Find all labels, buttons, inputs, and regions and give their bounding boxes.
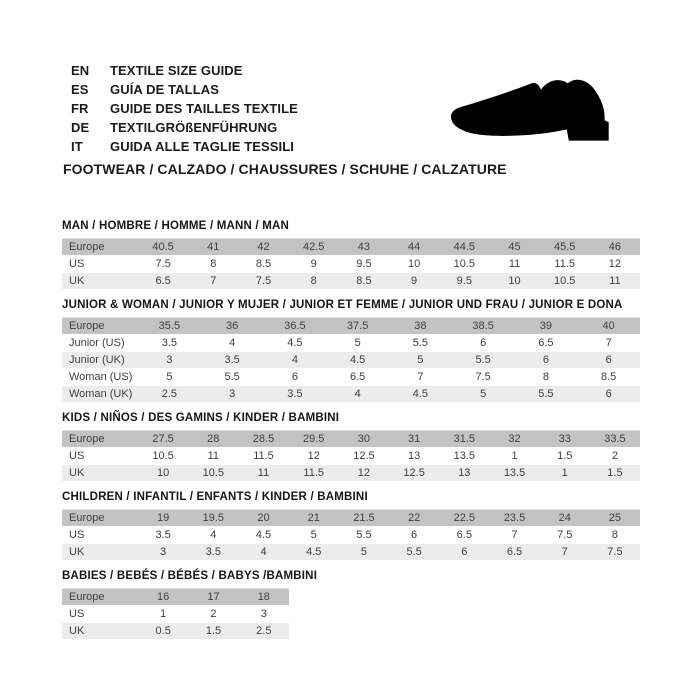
table-row bbox=[62, 318, 640, 335]
size-value-cell: 25 bbox=[608, 511, 622, 524]
size-value-cell: 46 bbox=[608, 240, 622, 253]
size-value-cell: 3.5 bbox=[155, 528, 171, 541]
size-value-cell: 24 bbox=[558, 511, 571, 524]
size-table-section bbox=[62, 490, 640, 561]
size-value-cell: 6.5 bbox=[456, 528, 472, 541]
size-value-cell: 4.5 bbox=[306, 545, 322, 558]
size-value-cell: 44 bbox=[407, 240, 421, 253]
size-value-cell: 10.5 bbox=[202, 466, 225, 479]
row-label: UK bbox=[69, 274, 85, 287]
size-value-cell: 9.5 bbox=[356, 257, 372, 270]
row-label: Europe bbox=[69, 590, 105, 603]
size-table bbox=[62, 238, 640, 290]
size-value-cell: 3.5 bbox=[161, 336, 178, 349]
size-value-cell: 21 bbox=[307, 511, 320, 524]
size-value-cell: 5 bbox=[354, 336, 361, 349]
size-value-cell: 31 bbox=[407, 432, 421, 445]
language-code: EN bbox=[71, 63, 90, 78]
size-value-cell: 12 bbox=[307, 449, 320, 462]
size-value-cell: 12.5 bbox=[353, 449, 375, 462]
size-value-cell: 7.5 bbox=[475, 370, 491, 383]
language-code: IT bbox=[71, 139, 83, 154]
size-value-cell: 0.5 bbox=[155, 624, 171, 637]
size-value-cell: 31.5 bbox=[453, 432, 476, 445]
table-row bbox=[62, 239, 640, 256]
size-value-cell: 3.5 bbox=[224, 353, 240, 366]
size-value-cell: 6.5 bbox=[349, 370, 366, 383]
size-value-cell: 10.5 bbox=[453, 257, 476, 270]
category-title: FOOTWEAR / CALZADO / CHAUSSURES / SCHUHE / CALZATURE bbox=[63, 161, 507, 177]
language-label: TEXTILGRÖßENFÜHRUNG bbox=[110, 120, 278, 135]
size-value-cell: 8.5 bbox=[356, 274, 372, 287]
size-value-cell: 18 bbox=[257, 590, 270, 603]
size-value-cell: 40.5 bbox=[152, 240, 174, 253]
size-value-cell: 35.5 bbox=[158, 319, 181, 332]
size-value-cell: 4 bbox=[354, 387, 361, 400]
row-label: Woman (US) bbox=[69, 370, 133, 383]
size-value-cell: 33.5 bbox=[604, 432, 626, 445]
size-value-cell: 6 bbox=[605, 353, 612, 366]
size-value-cell: 11 bbox=[257, 466, 270, 479]
row-label: Europe bbox=[69, 319, 105, 332]
size-value-cell: 8 bbox=[542, 370, 549, 383]
language-row bbox=[71, 118, 298, 137]
size-value-cell: 30 bbox=[357, 432, 371, 445]
size-value-cell: 4 bbox=[291, 353, 298, 366]
size-value-cell: 4 bbox=[210, 528, 217, 541]
size-value-cell: 21.5 bbox=[353, 511, 375, 524]
size-value-cell: 1 bbox=[160, 607, 167, 620]
row-label: US bbox=[69, 449, 85, 462]
size-value-cell: 2 bbox=[210, 607, 217, 620]
size-table bbox=[62, 430, 640, 482]
size-value-cell: 36.5 bbox=[284, 319, 306, 332]
size-table bbox=[62, 509, 640, 561]
size-value-cell: 28 bbox=[207, 432, 220, 445]
size-table-title: KIDS / NIÑOS / DES GAMINS / KINDER / BAMBINI bbox=[62, 412, 340, 424]
language-row bbox=[71, 61, 298, 80]
size-value-cell: 33 bbox=[558, 432, 571, 445]
size-value-cell: 4 bbox=[260, 545, 267, 558]
size-value-cell: 45 bbox=[508, 240, 521, 253]
size-value-cell: 10 bbox=[508, 274, 521, 287]
size-value-cell: 3 bbox=[260, 607, 267, 620]
size-table-section bbox=[62, 298, 640, 403]
size-table-title: BABIES / BEBÉS / BÉBÉS / BABYS /BAMBINI bbox=[62, 570, 318, 582]
table-row bbox=[62, 606, 289, 623]
size-value-cell: 5.5 bbox=[475, 353, 491, 366]
row-label: US bbox=[69, 257, 85, 270]
size-value-cell: 10 bbox=[156, 466, 170, 479]
size-value-cell: 11.5 bbox=[554, 257, 576, 270]
size-value-cell: 20 bbox=[257, 511, 270, 524]
language-label: GUIDE DES TAILLES TEXTILE bbox=[110, 101, 298, 116]
size-value-cell: 13 bbox=[458, 466, 471, 479]
size-value-cell: 8.5 bbox=[600, 370, 617, 383]
language-label: TEXTILE SIZE GUIDE bbox=[110, 63, 243, 78]
language-code: FR bbox=[71, 101, 89, 116]
language-row bbox=[71, 80, 298, 99]
table-row bbox=[62, 431, 640, 448]
size-value-cell: 5 bbox=[360, 545, 367, 558]
size-value-cell: 5.5 bbox=[356, 528, 372, 541]
size-value-cell: 32 bbox=[508, 432, 521, 445]
language-header bbox=[71, 61, 298, 156]
size-value-cell: 6.5 bbox=[155, 274, 171, 287]
size-value-cell: 13 bbox=[407, 449, 421, 462]
row-label: Junior (UK) bbox=[69, 353, 125, 366]
language-code: DE bbox=[71, 120, 90, 135]
size-table-title: CHILDREN / INFANTIL / ENFANTS / KINDER / BAMBINI bbox=[62, 491, 368, 503]
size-table bbox=[62, 317, 640, 403]
size-value-cell: 6 bbox=[291, 370, 298, 383]
size-value-cell: 19.5 bbox=[202, 511, 225, 524]
size-value-cell: 17 bbox=[207, 590, 220, 603]
size-value-cell: 9 bbox=[411, 274, 418, 287]
row-label: UK bbox=[69, 466, 85, 479]
size-value-cell: 2.5 bbox=[256, 624, 272, 637]
table-row bbox=[62, 256, 640, 273]
size-value-cell: 6.5 bbox=[506, 545, 523, 558]
size-value-cell: 2.5 bbox=[161, 387, 178, 400]
size-value-cell: 1.5 bbox=[205, 624, 222, 637]
table-row bbox=[62, 510, 640, 527]
size-table-section bbox=[62, 219, 640, 290]
row-label: US bbox=[69, 607, 85, 620]
size-value-cell: 5.5 bbox=[224, 370, 240, 383]
size-value-cell: 9.5 bbox=[456, 274, 472, 287]
size-value-cell: 8 bbox=[310, 274, 317, 287]
size-value-cell: 7 bbox=[210, 274, 217, 287]
size-value-cell: 39 bbox=[539, 319, 552, 332]
size-value-cell: 4.5 bbox=[412, 387, 429, 400]
size-value-cell: 22 bbox=[407, 511, 421, 524]
size-value-cell: 7 bbox=[561, 545, 568, 558]
size-value-cell: 5.5 bbox=[406, 545, 422, 558]
size-value-cell: 1.5 bbox=[557, 449, 573, 462]
size-value-cell: 36 bbox=[226, 319, 239, 332]
size-value-cell: 5 bbox=[310, 528, 317, 541]
size-value-cell: 3 bbox=[229, 387, 236, 400]
size-value-cell: 4 bbox=[229, 336, 236, 349]
size-value-cell: 11 bbox=[508, 257, 521, 270]
table-row bbox=[62, 465, 640, 482]
language-row bbox=[71, 99, 298, 118]
language-label: GUÍA DE TALLAS bbox=[110, 82, 220, 97]
size-value-cell: 40 bbox=[602, 319, 615, 332]
shoe-silhouette-path bbox=[451, 80, 609, 141]
size-value-cell: 43 bbox=[357, 240, 371, 253]
row-label: US bbox=[69, 528, 85, 541]
table-row bbox=[62, 527, 640, 544]
size-value-cell: 11 bbox=[207, 449, 220, 462]
size-value-cell: 6 bbox=[480, 336, 487, 349]
size-value-cell: 11.5 bbox=[253, 449, 274, 462]
size-value-cell: 1.5 bbox=[607, 466, 623, 479]
table-row bbox=[62, 369, 640, 386]
row-label: Europe bbox=[69, 240, 105, 253]
table-row bbox=[62, 623, 289, 640]
size-value-cell: 38.5 bbox=[472, 319, 494, 332]
size-value-cell: 8 bbox=[210, 257, 217, 270]
size-value-cell: 5 bbox=[417, 353, 424, 366]
size-value-cell: 12.5 bbox=[403, 466, 425, 479]
size-value-cell: 13.5 bbox=[453, 449, 476, 462]
row-label: Europe bbox=[69, 511, 105, 524]
row-label: Europe bbox=[69, 432, 105, 445]
language-row bbox=[71, 137, 298, 156]
row-label: Woman (UK) bbox=[69, 387, 133, 400]
size-value-cell: 12 bbox=[357, 466, 371, 479]
size-value-cell: 7 bbox=[417, 370, 424, 383]
row-label: UK bbox=[69, 545, 85, 558]
size-value-cell: 7 bbox=[605, 336, 612, 349]
size-value-cell: 42 bbox=[257, 240, 270, 253]
size-value-cell: 5 bbox=[166, 370, 173, 383]
size-value-cell: 8.5 bbox=[255, 257, 272, 270]
size-value-cell: 9 bbox=[310, 257, 317, 270]
size-value-cell: 10.5 bbox=[554, 274, 576, 287]
size-value-cell: 16 bbox=[157, 590, 170, 603]
size-value-cell: 37.5 bbox=[346, 319, 369, 332]
size-value-cell: 22.5 bbox=[453, 511, 476, 524]
size-table-title: JUNIOR & WOMAN / JUNIOR Y MUJER / JUNIOR ET FEMME / JUNIOR UND FRAU / JUNIOR E DONA bbox=[62, 299, 623, 311]
size-value-cell: 10.5 bbox=[152, 449, 174, 462]
size-value-cell: 4.5 bbox=[287, 336, 303, 349]
size-value-cell: 23.5 bbox=[503, 511, 526, 524]
row-label: Junior (US) bbox=[69, 336, 125, 349]
size-value-cell: 1 bbox=[561, 466, 568, 479]
size-table-title: MAN / HOMBRE / HOMME / MANN / MAN bbox=[62, 220, 290, 232]
table-row bbox=[62, 273, 640, 290]
size-value-cell: 3.5 bbox=[205, 545, 221, 558]
size-value-cell: 27.5 bbox=[152, 432, 174, 445]
table-row bbox=[62, 544, 640, 561]
dress-shoe-icon bbox=[448, 78, 622, 144]
size-value-cell: 41 bbox=[207, 240, 220, 253]
table-row bbox=[62, 448, 640, 465]
size-value-cell: 12 bbox=[608, 257, 622, 270]
size-value-cell: 13.5 bbox=[503, 466, 526, 479]
size-table-section bbox=[62, 411, 640, 482]
size-value-cell: 1 bbox=[511, 449, 518, 462]
size-table-section bbox=[62, 569, 640, 640]
table-row bbox=[62, 335, 640, 352]
size-value-cell: 7.5 bbox=[607, 545, 623, 558]
size-value-cell: 28.5 bbox=[252, 432, 275, 445]
size-value-cell: 4.5 bbox=[349, 353, 366, 366]
table-row bbox=[62, 386, 640, 403]
table-row bbox=[62, 589, 289, 606]
size-value-cell: 2 bbox=[611, 449, 618, 462]
size-value-cell: 3 bbox=[166, 353, 173, 366]
size-value-cell: 29.5 bbox=[303, 432, 325, 445]
size-value-cell: 7.5 bbox=[155, 257, 171, 270]
size-value-cell: 44.5 bbox=[453, 240, 476, 253]
size-value-cell: 11 bbox=[609, 274, 621, 287]
size-table bbox=[62, 588, 289, 640]
size-value-cell: 10 bbox=[407, 257, 421, 270]
size-tables bbox=[62, 219, 640, 648]
size-value-cell: 7 bbox=[511, 528, 518, 541]
table-row bbox=[62, 352, 640, 369]
language-code: ES bbox=[71, 82, 89, 97]
size-value-cell: 4.5 bbox=[255, 528, 272, 541]
size-value-cell: 38 bbox=[414, 319, 427, 332]
size-value-cell: 6 bbox=[605, 387, 612, 400]
row-label: UK bbox=[69, 624, 85, 637]
size-value-cell: 5 bbox=[480, 387, 487, 400]
size-value-cell: 6 bbox=[461, 545, 468, 558]
size-value-cell: 11.5 bbox=[303, 466, 324, 479]
language-label: GUIDA ALLE TAGLIE TESSILI bbox=[110, 139, 295, 154]
size-value-cell: 3 bbox=[160, 545, 167, 558]
size-value-cell: 8 bbox=[611, 528, 618, 541]
size-value-cell: 7.5 bbox=[557, 528, 573, 541]
size-value-cell: 7.5 bbox=[255, 274, 272, 287]
size-value-cell: 42.5 bbox=[303, 240, 325, 253]
size-value-cell: 6 bbox=[411, 528, 418, 541]
size-value-cell: 6 bbox=[542, 353, 549, 366]
size-value-cell: 5.5 bbox=[538, 387, 554, 400]
size-value-cell: 19 bbox=[156, 511, 170, 524]
size-value-cell: 6.5 bbox=[538, 336, 554, 349]
size-value-cell: 45.5 bbox=[554, 240, 576, 253]
size-value-cell: 3.5 bbox=[287, 387, 303, 400]
size-value-cell: 5.5 bbox=[412, 336, 429, 349]
